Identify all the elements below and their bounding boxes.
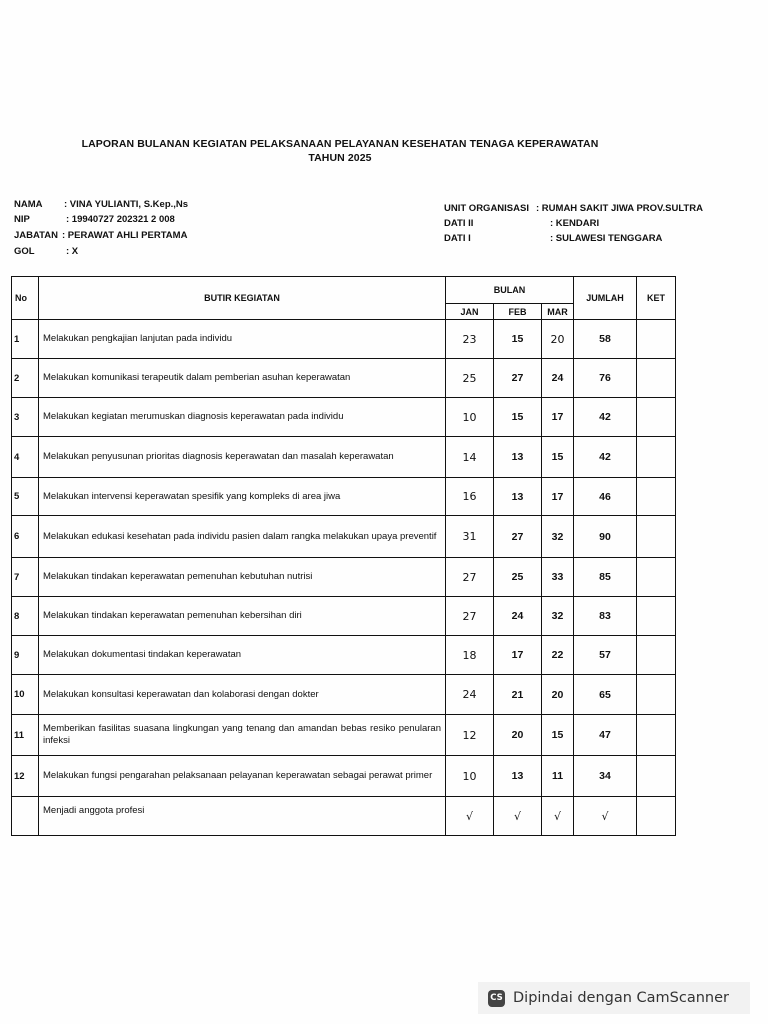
row-jumlah: √ bbox=[574, 797, 637, 836]
row-jan: 25 bbox=[446, 359, 494, 398]
row-jumlah: 57 bbox=[574, 636, 637, 675]
row-ket bbox=[637, 756, 676, 797]
header-butir-kegiatan: BUTIR KEGIATAN bbox=[39, 277, 446, 320]
jabatan-value: : PERAWAT AHLI PERTAMA bbox=[62, 230, 188, 241]
row-no: 2 bbox=[12, 359, 39, 398]
row-feb: 27 bbox=[494, 359, 542, 398]
header-jan: JAN bbox=[446, 304, 494, 320]
table-row bbox=[12, 675, 676, 715]
row-mar: 22 bbox=[542, 636, 574, 675]
row-no: 12 bbox=[12, 756, 39, 797]
row-mar: 20 bbox=[542, 675, 574, 715]
header-no: No bbox=[12, 277, 39, 320]
row-feb: 24 bbox=[494, 597, 542, 636]
header-mar: MAR bbox=[542, 304, 574, 320]
row-mar: √ bbox=[542, 797, 574, 836]
dati2-value: : KENDARI bbox=[550, 218, 600, 229]
row-ket bbox=[637, 437, 676, 478]
row-feb: 27 bbox=[494, 516, 542, 558]
row-feb: 25 bbox=[494, 558, 542, 597]
table-row bbox=[12, 797, 676, 836]
nip-label: NIP bbox=[14, 214, 30, 225]
row-jumlah: 83 bbox=[574, 597, 637, 636]
dati1-value: : SULAWESI TENGGARA bbox=[550, 233, 663, 244]
row-jumlah: 65 bbox=[574, 675, 637, 715]
row-jan: 23 bbox=[446, 320, 494, 359]
row-kegiatan: Memberikan fasilitas suasana lingkungan yang tenang dan amandan bebas resiko penularan infeksi bbox=[39, 715, 446, 756]
row-mar: 20 bbox=[542, 320, 574, 359]
row-jumlah: 85 bbox=[574, 558, 637, 597]
row-mar: 32 bbox=[542, 597, 574, 636]
row-mar: 24 bbox=[542, 359, 574, 398]
row-kegiatan: Melakukan penyusunan prioritas diagnosis keperawatan dan masalah keperawatan bbox=[39, 437, 446, 478]
row-ket bbox=[637, 715, 676, 756]
row-ket bbox=[637, 359, 676, 398]
row-kegiatan: Melakukan tindakan keperawatan pemenuhan kebersihan diri bbox=[39, 597, 446, 636]
row-kegiatan: Melakukan konsultasi keperawatan dan kolaborasi dengan dokter bbox=[39, 675, 446, 715]
row-jumlah: 47 bbox=[574, 715, 637, 756]
row-jan: 16 bbox=[446, 478, 494, 516]
report-title: LAPORAN BULANAN KEGIATAN PELAKSANAAN PELAYANAN KESEHATAN TENAGA KEPERAWATAN bbox=[81, 138, 599, 150]
row-kegiatan: Melakukan fungsi pengarahan pelaksanaan pelayanan keperawatan sebagai perawat primer bbox=[39, 756, 446, 797]
table-row bbox=[12, 478, 676, 516]
row-jan: 14 bbox=[446, 437, 494, 478]
table-row bbox=[12, 437, 676, 478]
row-no bbox=[12, 797, 39, 836]
row-mar: 33 bbox=[542, 558, 574, 597]
row-mar: 11 bbox=[542, 756, 574, 797]
row-ket bbox=[637, 516, 676, 558]
row-feb: 13 bbox=[494, 478, 542, 516]
nip-value: : 19940727 202321 2 008 bbox=[66, 214, 175, 225]
report-year: TAHUN 2025 bbox=[308, 152, 372, 164]
row-jan: 18 bbox=[446, 636, 494, 675]
row-jan: 10 bbox=[446, 398, 494, 437]
row-feb: 20 bbox=[494, 715, 542, 756]
row-jan: 24 bbox=[446, 675, 494, 715]
row-ket bbox=[637, 398, 676, 437]
header-feb: FEB bbox=[494, 304, 542, 320]
row-mar: 15 bbox=[542, 437, 574, 478]
row-no: 7 bbox=[12, 558, 39, 597]
table-row bbox=[12, 320, 676, 359]
row-no: 3 bbox=[12, 398, 39, 437]
row-no: 8 bbox=[12, 597, 39, 636]
row-no: 6 bbox=[12, 516, 39, 558]
row-no: 9 bbox=[12, 636, 39, 675]
row-ket bbox=[637, 797, 676, 836]
gol-value: : X bbox=[66, 246, 79, 257]
row-jan: 12 bbox=[446, 715, 494, 756]
row-mar: 17 bbox=[542, 398, 574, 437]
gol-label: GOL bbox=[14, 246, 35, 257]
row-jumlah: 42 bbox=[574, 398, 637, 437]
header-ket: KET bbox=[637, 277, 676, 320]
nama-label: NAMA bbox=[14, 199, 43, 210]
row-mar: 32 bbox=[542, 516, 574, 558]
jabatan-label: JABATAN bbox=[14, 230, 58, 241]
table-row bbox=[12, 398, 676, 437]
row-jan: 31 bbox=[446, 516, 494, 558]
row-kegiatan: Melakukan kegiatan merumuskan diagnosis keperawatan pada individu bbox=[39, 398, 446, 437]
row-feb: 13 bbox=[494, 437, 542, 478]
row-ket bbox=[637, 597, 676, 636]
row-mar: 17 bbox=[542, 478, 574, 516]
row-jumlah: 34 bbox=[574, 756, 637, 797]
header-bulan: BULAN bbox=[446, 277, 574, 304]
camscanner-logo-icon: CS bbox=[488, 990, 505, 1007]
table-row bbox=[12, 597, 676, 636]
dati1-label: DATI I bbox=[444, 233, 471, 244]
row-jan: √ bbox=[446, 797, 494, 836]
row-no: 4 bbox=[12, 437, 39, 478]
row-ket bbox=[637, 478, 676, 516]
table-row bbox=[12, 715, 676, 756]
row-jumlah: 58 bbox=[574, 320, 637, 359]
table-row bbox=[12, 756, 676, 797]
row-jumlah: 90 bbox=[574, 516, 637, 558]
row-jan: 10 bbox=[446, 756, 494, 797]
row-feb: 21 bbox=[494, 675, 542, 715]
row-kegiatan: Melakukan intervensi keperawatan spesifik yang kompleks di area jiwa bbox=[39, 478, 446, 516]
unit-label: UNIT ORGANISASI bbox=[444, 203, 529, 214]
camscanner-watermark bbox=[478, 982, 750, 1014]
row-no: 5 bbox=[12, 478, 39, 516]
table-row bbox=[12, 359, 676, 398]
row-mar: 15 bbox=[542, 715, 574, 756]
row-ket bbox=[637, 558, 676, 597]
row-kegiatan: Melakukan dokumentasi tindakan keperawatan bbox=[39, 636, 446, 675]
row-feb: 13 bbox=[494, 756, 542, 797]
row-jumlah: 76 bbox=[574, 359, 637, 398]
row-no: 10 bbox=[12, 675, 39, 715]
camscanner-text: Dipindai dengan CamScanner bbox=[513, 990, 730, 1006]
dati2-label: DATI II bbox=[444, 218, 474, 229]
row-kegiatan: Melakukan tindakan keperawatan pemenuhan kebutuhan nutrisi bbox=[39, 558, 446, 597]
row-no: 11 bbox=[12, 715, 39, 756]
row-kegiatan: Melakukan komunikasi terapeutik dalam pemberian asuhan keperawatan bbox=[39, 359, 446, 398]
row-ket bbox=[637, 636, 676, 675]
table-row bbox=[12, 516, 676, 558]
nama-value: : VINA YULIANTI, S.Kep.,Ns bbox=[64, 199, 189, 210]
table-row bbox=[12, 636, 676, 675]
row-ket bbox=[637, 320, 676, 359]
row-jumlah: 42 bbox=[574, 437, 637, 478]
row-jumlah: 46 bbox=[574, 478, 637, 516]
row-feb: 17 bbox=[494, 636, 542, 675]
row-feb: √ bbox=[494, 797, 542, 836]
row-kegiatan: Melakukan pengkajian lanjutan pada individu bbox=[39, 320, 446, 359]
header-jumlah: JUMLAH bbox=[574, 277, 637, 320]
row-jan: 27 bbox=[446, 597, 494, 636]
row-feb: 15 bbox=[494, 398, 542, 437]
row-kegiatan: Menjadi anggota profesi bbox=[39, 797, 446, 836]
activity-table bbox=[11, 276, 676, 836]
table-row bbox=[12, 558, 676, 597]
row-no: 1 bbox=[12, 320, 39, 359]
row-kegiatan: Melakukan edukasi kesehatan pada individu pasien dalam rangka melakukan upaya preventif bbox=[39, 516, 446, 558]
row-ket bbox=[637, 675, 676, 715]
row-jan: 27 bbox=[446, 558, 494, 597]
unit-value: : RUMAH SAKIT JIWA PROV.SULTRA bbox=[536, 203, 703, 214]
row-feb: 15 bbox=[494, 320, 542, 359]
